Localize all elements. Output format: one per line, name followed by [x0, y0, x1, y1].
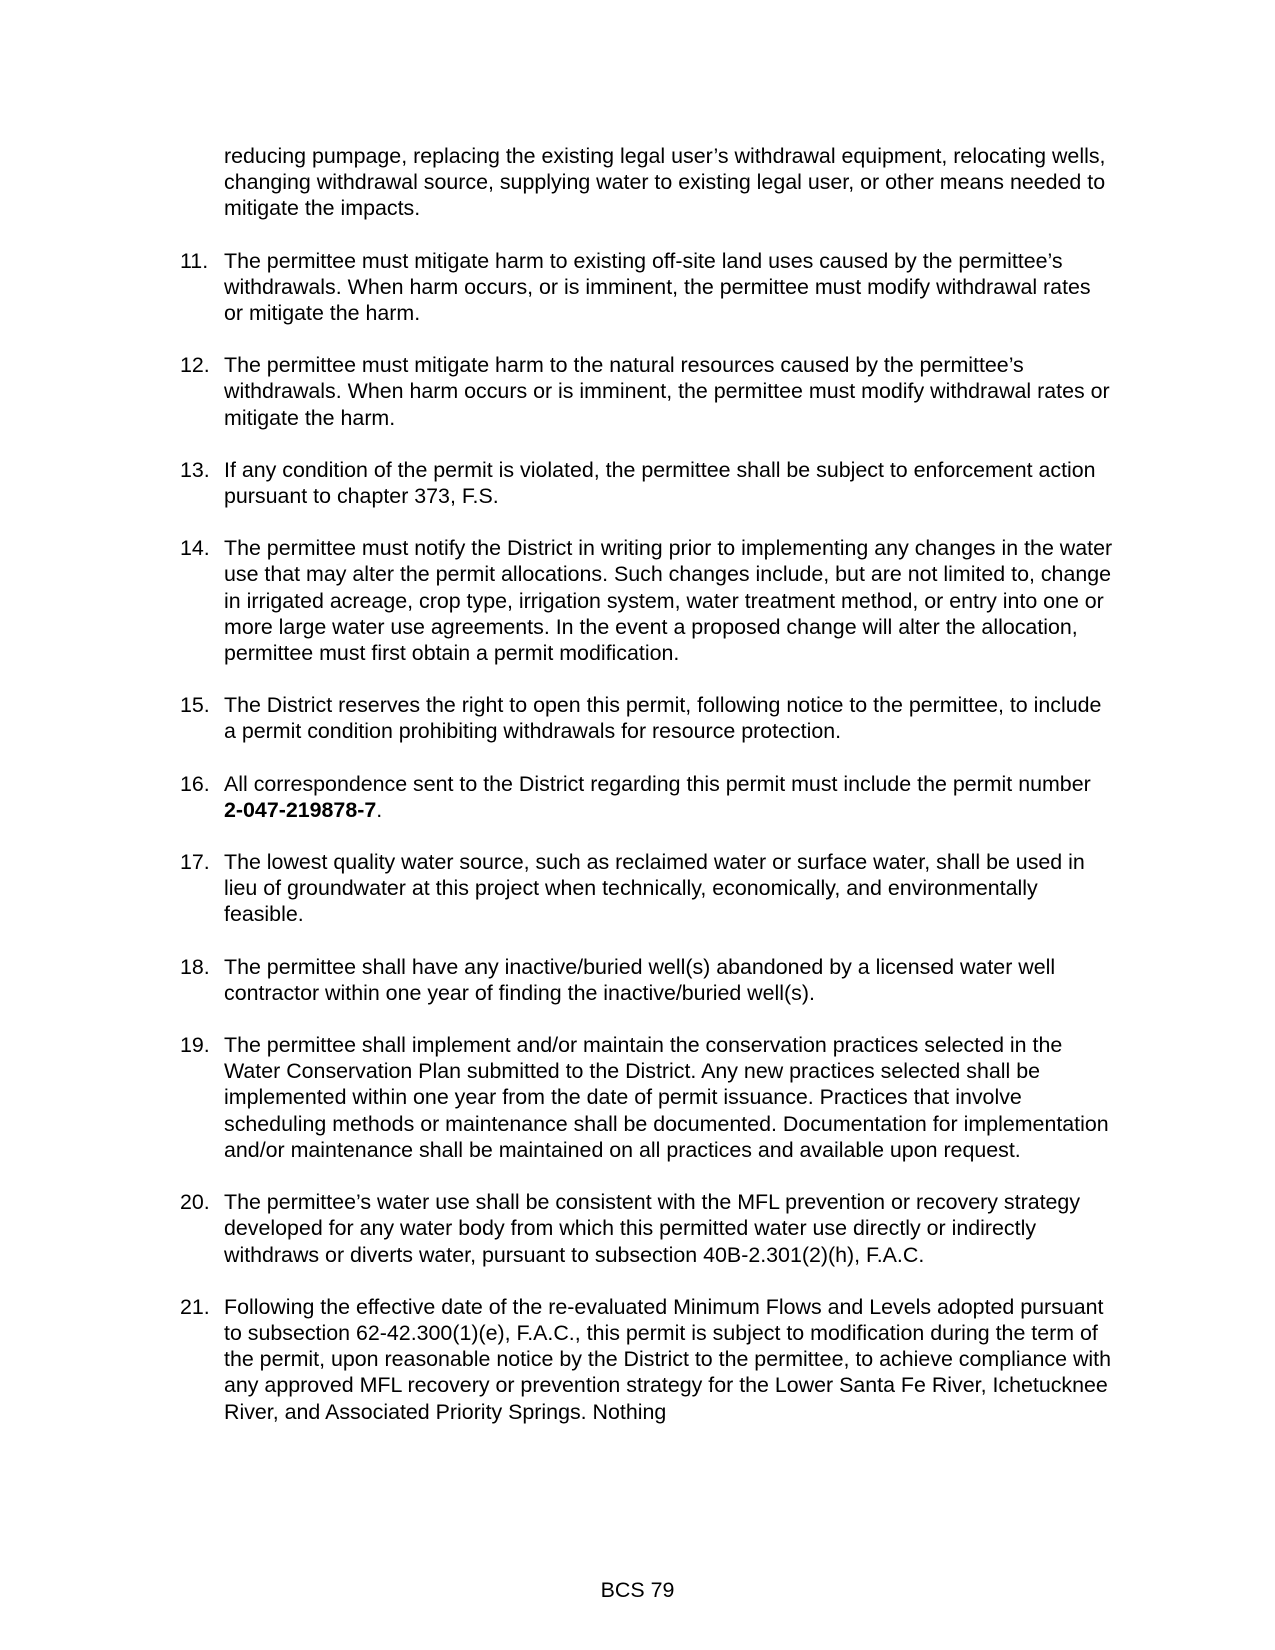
condition-15: [180, 692, 1115, 744]
condition-19: [180, 1032, 1115, 1163]
condition-16: [180, 771, 1115, 823]
condition-text-after: .: [376, 797, 383, 822]
condition-number: 13.: [180, 457, 210, 482]
condition-text: The lowest quality water source, such as reclaimed water or surface water, shall be used in lieu of groundwater at this project when technically, economically, and environmentally feasible.: [224, 850, 1085, 927]
condition-text: Following the effective date of the re-evaluated Minimum Flows and Levels adopted pursuant to subsection 62-42.300(1)(e), F.A.C., this permit is subject to modification during the term of the permit, upon reasonable notice by the District to the permittee, to achieve compliance with any approved MFL recovery or prevention strategy for the Lower Santa Fe River, Ichetucknee River, and Associated Priority Springs. Nothing: [224, 1294, 1111, 1424]
document-body: [180, 143, 1115, 1451]
condition-21: [180, 1294, 1115, 1425]
condition-18: [180, 954, 1115, 1006]
condition-number: 17.: [180, 850, 210, 875]
condition-number: 19.: [180, 1033, 210, 1058]
condition-text: The permittee shall have any inactive/buried well(s) abandoned by a licensed water well contractor within one year of finding the inactive/buried well(s).: [224, 954, 1056, 1005]
condition-17: [180, 849, 1115, 928]
condition-text: The permittee must mitigate harm to existing off-site land uses caused by the permittee’s withdrawals. When harm occurs, or is imminent, the permittee must modify withdrawal rates or mitigate the harm.: [224, 248, 1091, 326]
condition-number: 20.: [180, 1190, 210, 1215]
condition-text: [224, 771, 1115, 823]
condition-text: The permittee must mitigate harm to the natural resources caused by the permittee’s withdrawals. When harm occurs or is imminent, the permittee must modify withdrawal rates or mitigate the harm.: [224, 353, 1110, 430]
condition-text: The permittee shall implement and/or maintain the conservation practices selected in the Water Conservation Plan submitted to the District. Any new practices selected shall be implemented within one year from the date of permit issuance. Practices that involve scheduling methods or maintenance shall be documented. Documentation for implementation and/or maintenance shall be maintained on all practices and available upon request.: [224, 1033, 1109, 1162]
condition-text: The permittee’s water use shall be consistent with the MFL prevention or recovery strategy developed for any water body from which this permitted water use directly or indirectly withdraws or diverts water, pursuant to subsection 40B-2.301(2)(h), F.A.C.: [224, 1190, 1081, 1267]
page-footer: BCS 79: [600, 1578, 675, 1602]
condition-number: 21.: [180, 1294, 210, 1319]
condition-number: 14.: [180, 536, 210, 561]
condition-11: [180, 248, 1115, 327]
condition-number: 18.: [180, 954, 210, 979]
permit-number: 2-047-219878-7: [224, 797, 377, 822]
continuation-paragraph: reducing pumpage, replacing the existing legal user’s withdrawal equipment, relocating wells, changing withdrawal source, supplying water to existing legal user, or other means needed to mitigate the impacts.: [224, 144, 1106, 221]
condition-text: If any condition of the permit is violated, the permittee shall be subject to enforcement action pursuant to chapter 373, F.S.: [224, 457, 1096, 509]
condition-text-before: All correspondence sent to the District regarding this permit must include the permit number: [224, 771, 1091, 796]
condition-number: 12.: [180, 353, 210, 378]
condition-number: 11.: [180, 248, 209, 273]
condition-14: [180, 535, 1115, 666]
condition-text: The permittee must notify the District in writing prior to implementing any changes in the water use that may alter the permit allocations. Such changes include, but are not limited to, change in irrigated acreage, crop type, irrigation system, water treatment method, or entry into one or more large water use agreements. In the event a proposed change will alter the allocation, permittee must first obtain a permit modification.: [224, 536, 1113, 666]
condition-12: [180, 352, 1115, 431]
condition-text: The District reserves the right to open this permit, following notice to the permittee, to include a permit condition prohibiting withdrawals for resource protection.: [224, 693, 1102, 744]
condition-20: [180, 1189, 1115, 1268]
condition-13: [180, 457, 1115, 509]
condition-number: 15.: [180, 693, 210, 718]
condition-number: 16.: [180, 771, 210, 796]
